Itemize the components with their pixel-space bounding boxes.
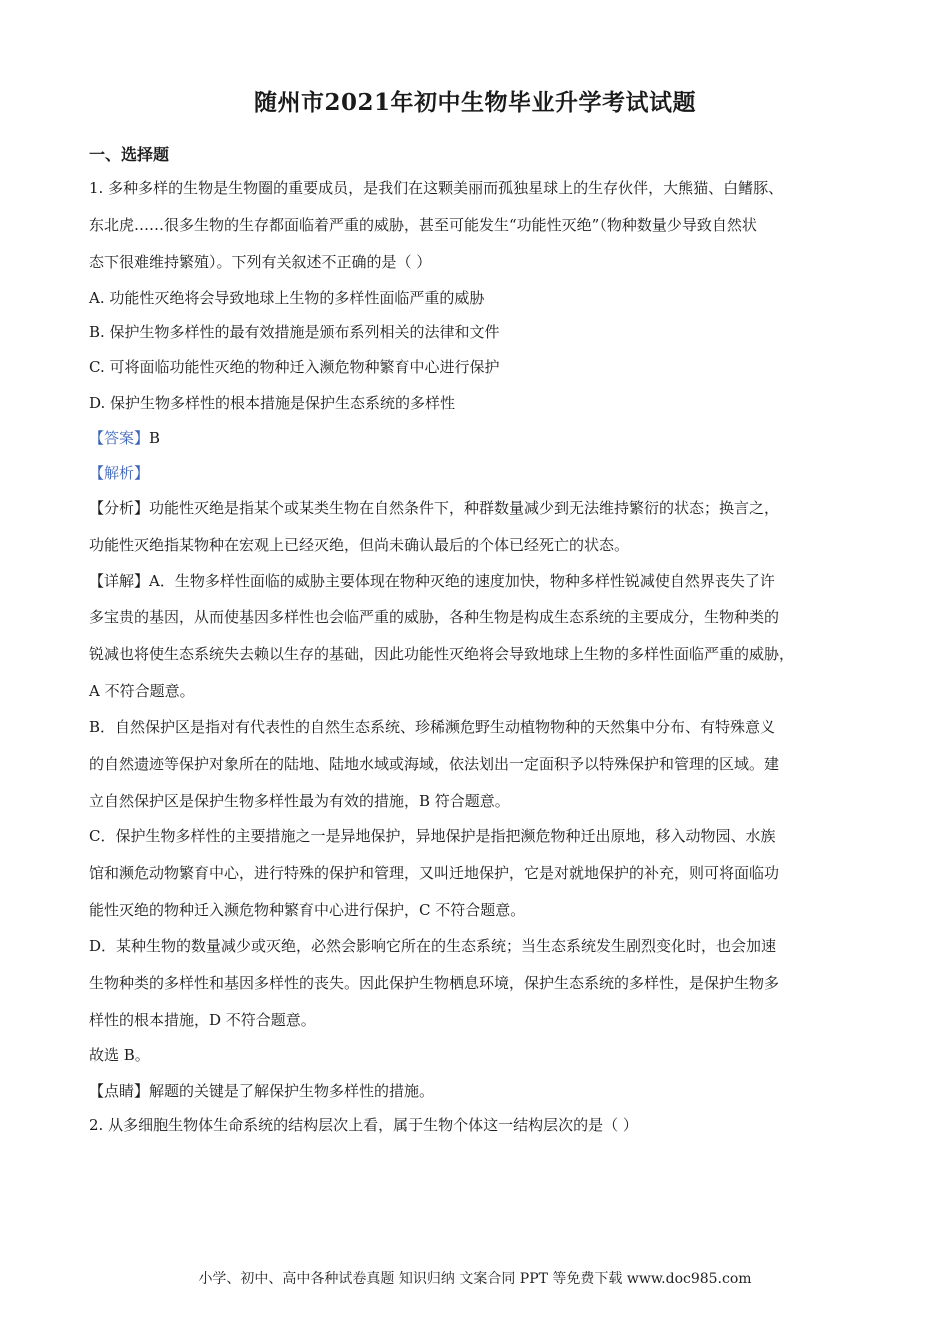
q1-option-a: A. 功能性灭绝将会导致地球上生物的多样性面临严重的威胁	[89, 289, 485, 307]
section-heading: 一、选择题	[89, 145, 170, 164]
xiangjie-label: 【详解】	[89, 572, 150, 590]
xiangjie-line-12: 生物种类的多样性和基因多样性的丧失。因此保护生物栖息环境，保护生态系统的多样性，是保护生物多	[89, 974, 780, 992]
analysis-label: 【解析】	[89, 464, 150, 482]
fenxi-text-1: 功能性灭绝是指某个或某类生物在自然条件下，种群数量减少到无法维持繁衍的状态；换言之，	[149, 499, 780, 517]
xiangjie-line-5: B．自然保护区是指对有代表性的自然生态系统、珍稀濒危野生动植物物种的天然集中分布、有特殊意义	[89, 718, 776, 736]
xiangjie-line-4: A 不符合题意。	[89, 682, 195, 700]
answer-value: B	[149, 429, 161, 447]
xiangjie-text-1: A．生物多样性面临的威胁主要体现在物种灭绝的速度加快，物种多样性锐减使自然界丧失了许	[149, 572, 775, 590]
fenxi-line-1	[89, 498, 779, 518]
xiangjie-line-9: 馆和濒危动物繁育中心，进行特殊的保护和管理，又叫迁地保护，它是对就地保护的补充，则可将面临功	[89, 864, 780, 882]
xiangjie-line-10: 能性灭绝的物种迁入濒危物种繁育中心进行保护，C 不符合题意。	[89, 901, 526, 919]
xiangjie-line-7: 立自然保护区是保护生物多样性最为有效的措施，B 符合题意。	[89, 792, 510, 810]
q1-answer	[89, 428, 160, 448]
xiangjie-line-3: 锐减也将使生态系统失去赖以生存的基础，因此功能性灭绝将会导致地球上生物的多样性面临严重的威胁，	[89, 645, 795, 663]
q1-option-d: D. 保护生物多样性的根本措施是保护生态系统的多样性	[89, 394, 456, 412]
q1-option-b: B. 保护生物多样性的最有效措施是颁布系列相关的法律和文件	[89, 323, 500, 341]
conclusion-line: 故选 B。	[89, 1046, 150, 1064]
xiangjie-line-2: 多宝贵的基因，从而使基因多样性也会临严重的威胁，各种生物是构成生态系统的主要成分，生物种类的	[89, 608, 780, 626]
q1-stem-line-3: 态下很难维持繁殖）。下列有关叙述不正确的是（ ）	[89, 253, 432, 271]
xiangjie-line-6: 的自然遗迹等保护对象所在的陆地、陆地水域或海域，依法划出一定面积予以特殊保护和管理的区域。建	[89, 755, 780, 773]
xiangjie-line-8: C．保护生物多样性的主要措施之一是异地保护，异地保护是指把濒危物种迁出原地，移入动物园、水族	[89, 827, 776, 845]
q1-option-c: C. 可将面临功能性灭绝的物种迁入濒危物种繁育中心进行保护	[89, 358, 500, 376]
dianjing-label: 【点睛】	[89, 1082, 150, 1100]
q1-stem-line-1: 1. 多种多样的生物是生物圈的重要成员，是我们在这颗美丽而孤独星球上的生存伙伴，大熊猫、白鳍豚、	[89, 179, 784, 197]
fenxi-line-2: 功能性灭绝指某物种在宏观上已经灭绝，但尚未确认最后的个体已经死亡的状态。	[89, 536, 630, 554]
page-footer: 小学、初中、高中各种试卷真题 知识归纳 文案合同 PPT 等免费下载 www.doc985.com	[198, 1271, 752, 1287]
page-title: 随州市2021年初中生物毕业升学考试试题	[253, 89, 696, 116]
dianjing-line	[89, 1081, 434, 1101]
fenxi-label: 【分析】	[89, 499, 150, 517]
dianjing-text: 解题的关键是了解保护生物多样性的措施。	[149, 1082, 435, 1100]
xiangjie-line-1	[89, 571, 775, 591]
xiangjie-line-13: 样性的根本措施，D 不符合题意。	[89, 1011, 316, 1029]
q2-stem: 2. 从多细胞生物体生命系统的结构层次上看，属于生物个体这一结构层次的是（ ）	[89, 1116, 638, 1134]
q1-stem-line-2: 东北虎……很多生物的生存都面临着严重的威胁，甚至可能发生“功能性灭绝”（物种数量少导致自然状	[89, 216, 757, 234]
answer-label: 【答案】	[89, 429, 150, 447]
xiangjie-line-11: D．某种生物的数量减少或灭绝，必然会影响它所在的生态系统；当生态系统发生剧烈变化时，也会加速	[89, 937, 777, 955]
